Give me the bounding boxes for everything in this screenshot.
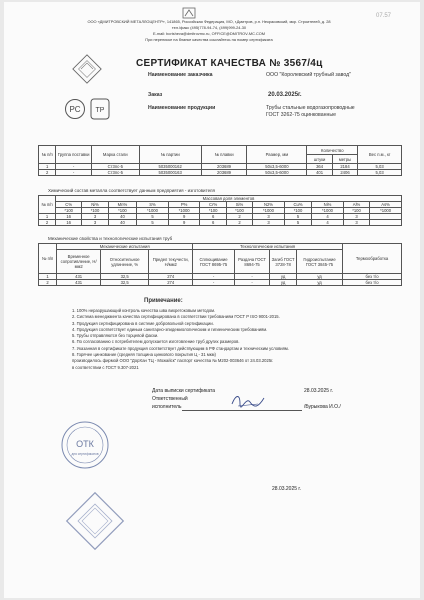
chem-mult: *100 — [56, 208, 82, 214]
company-logo-icon — [182, 7, 196, 19]
chem-mult: *1000 — [253, 208, 285, 214]
note-item: 7. Указанная в сертификате продукция соответствует действующим в РФ стандартам и техническим условиям. — [72, 345, 289, 351]
cell: 9 — [168, 214, 200, 220]
note-item: 5. Трубы отправляются без торцевой фаски. — [72, 333, 159, 339]
cell: 5 — [137, 214, 169, 220]
header-email: E-mail: borisheva@dmitrovmc.ru, OFFICE@DMITROV-MC.COM — [152, 31, 266, 36]
chem-mult: *100 — [226, 208, 252, 214]
cell: уд — [270, 280, 297, 286]
cell: 2 — [39, 220, 56, 226]
mech-col: Относительное удлинение, % — [101, 250, 149, 274]
note-item: в соответствии с ГОСТ 9.307-2021 — [72, 364, 139, 370]
col-weight: Вес п.м., кг — [358, 146, 402, 164]
cell: - — [193, 280, 235, 286]
resp-name: /Бурыкова И.О./ — [304, 404, 341, 410]
note-item: 3. Продукция сертифицирована в системе добровольной сертификации. — [72, 320, 214, 326]
tr-cert-logo — [90, 98, 110, 120]
cell: 2184 — [332, 164, 357, 170]
pc-cert-icon — [64, 98, 86, 120]
cell: 50х3,5-6000 — [247, 164, 307, 170]
chem-mult: *100 — [284, 208, 311, 214]
certificate-title: СЕРТИФИКАТ КАЧЕСТВА № 3567/4ц — [136, 58, 323, 69]
cell: 3 — [253, 214, 285, 220]
signature-icon — [228, 390, 268, 412]
chem-col: S% — [137, 202, 169, 208]
header-phone: тел./факс (495)778-94-74, (499)999-24-30 — [171, 25, 247, 30]
signature — [228, 390, 268, 412]
cell: - — [56, 170, 92, 176]
cell: уд — [270, 274, 297, 280]
pc-cert-text: PC — [69, 105, 81, 114]
cell: 50х3,5-6000 — [247, 170, 307, 176]
order-value: 20.03.2025г. — [268, 92, 302, 98]
cell: 5 — [137, 220, 169, 226]
cell: без т/о — [343, 274, 402, 280]
issue-date-label: Дата выписки сертификата — [152, 388, 216, 394]
cell: 274 — [149, 280, 193, 286]
diamond-logo-icon — [70, 52, 104, 86]
cell: 203689 — [201, 164, 247, 170]
cell: 2 — [39, 170, 56, 176]
col-qty: Количество — [307, 146, 358, 155]
cell: 203689 — [201, 170, 247, 176]
mech-col: Сплющивание ГОСТ 8695-75 — [193, 250, 235, 274]
cell: 16 — [56, 214, 82, 220]
mech-col: Гидроиспытание ГОСТ 3845-75 — [297, 250, 343, 274]
table-row — [39, 170, 402, 176]
col-size: Размер, мм — [247, 146, 307, 164]
cell: 4 — [312, 220, 344, 226]
cell: 3 — [253, 220, 285, 226]
mech-title: Механические свойства и технологические испытания труб — [48, 236, 173, 241]
chem-col: As% — [370, 202, 402, 208]
chem-sub: Массовая доля элементов — [56, 196, 402, 202]
mech-col-no: № п/п — [39, 244, 57, 274]
corner-mark: 07.57 — [376, 13, 392, 19]
otk-stamp — [60, 420, 110, 470]
chem-mult: *100 — [343, 208, 369, 214]
mech-group-tech: Технологические испытания — [193, 244, 343, 250]
note-item: 6. По согласованию с потребителем допускается изготовление труб других размеров. — [72, 339, 240, 345]
cell: 5 — [284, 220, 311, 226]
cell: - — [193, 274, 235, 280]
col-group: Группа поставки — [56, 146, 92, 164]
chem-col: Ni% — [82, 202, 108, 208]
cell: 9 — [168, 220, 200, 226]
cell: 2 — [226, 220, 252, 226]
notes-title: Примечание: — [144, 298, 183, 304]
cell: 3 — [82, 220, 108, 226]
note-item: 4. Продукция соответствует единым санитарно-эпидемиологическим и гигиеническим требованиям. — [72, 326, 268, 332]
chem-mult: *1000 — [312, 208, 344, 214]
col-no: № п/п — [39, 146, 56, 164]
note-item: производилось фирмой ООО "ДорХан ТЦ - Можайск" паспорт качества № М202-003646 от 24.03.2025г. — [72, 358, 274, 364]
table-row — [39, 220, 402, 226]
chem-mult: *1000 — [370, 208, 402, 214]
product-value-2: ГОСТ 3262-75 оцинкованные — [266, 112, 336, 118]
chem-col: C% — [56, 202, 82, 208]
footer-date: 28.03.2025 г. — [272, 486, 302, 492]
cell: уд — [297, 274, 343, 280]
table-row — [39, 280, 402, 286]
chem-col: P% — [168, 202, 200, 208]
chem-table — [38, 195, 402, 226]
cell: 401 — [307, 170, 332, 176]
otk-stamp-icon — [60, 420, 110, 470]
cell: без т/о — [343, 280, 402, 286]
cell: Ст3пс-5 — [91, 164, 139, 170]
chem-mult: *100 — [200, 208, 226, 214]
mech-col: Раздача ГОСТ 8694-75 — [234, 250, 269, 274]
col-melt: № плавки — [201, 146, 247, 164]
cell: 2 — [39, 280, 57, 286]
notes-list — [72, 308, 392, 371]
chem-col: Si% — [226, 202, 252, 208]
mech-group-mech: Механические испытания — [57, 244, 193, 250]
note-item: 8. Горячее цинкование (средняя толщина цинкового покрытия Ц - 31 мкм) — [72, 352, 216, 358]
cell: 2406 — [332, 170, 357, 176]
mech-col: Предел текучести, Н/мм2 — [149, 250, 193, 274]
cell: 3 — [82, 214, 108, 220]
pc-cert-logo — [64, 98, 86, 120]
chem-col: Mn% — [108, 202, 136, 208]
chem-col: Al% — [343, 202, 369, 208]
customer-label: Наименование заказчика — [148, 72, 213, 78]
cell: уд — [297, 280, 343, 286]
cell: 431 — [57, 274, 101, 280]
chem-mult: *1000 — [168, 208, 200, 214]
cell: 6 — [200, 214, 226, 220]
otk-text: ОТК — [76, 439, 94, 449]
cell: - — [234, 280, 269, 286]
cell: 2 — [226, 214, 252, 220]
main-table — [38, 145, 402, 176]
cell: 5,03 — [358, 170, 402, 176]
col-batch: № партии — [139, 146, 201, 164]
order-label: Заказ — [148, 92, 163, 98]
cell: 32,5 — [101, 280, 149, 286]
header-address: ООО «ДМИТРОВСКИЙ МЕТАЛЛОЦЕНТР», 141865, Российская Федерация, МО, г.Дмитров, р.п. Некрасовский, мкр. Строителей, д. 28 — [87, 19, 331, 24]
mech-col: Временное сопротивление, Н/мм2 — [57, 250, 101, 274]
cell: 16 — [56, 220, 82, 226]
note-item: 1. 100% неразрушающий контроль качества шва вихретоковым методом. — [72, 308, 216, 313]
certificate-page — [4, 2, 420, 598]
chem-mult: *1000 — [137, 208, 169, 214]
resp-label-2: исполнитель — [152, 404, 182, 410]
note-item: 2. Система менеджмента качества сертифицирована в соответствии требованиям ГОСТ Р ISO 9001-2015. — [72, 314, 280, 320]
chem-col: N2% — [253, 202, 285, 208]
col-qty-m: метры — [332, 155, 357, 164]
chem-title: Химический состав металла соответствует данным предприятия - изготовителя — [48, 188, 215, 193]
tr-cert-text: TP — [95, 107, 105, 114]
cell: 32,5 — [101, 274, 149, 280]
diamond-logo — [70, 52, 104, 86]
cell: 431 — [57, 280, 101, 286]
cell: 364 — [307, 164, 332, 170]
cell: 1 — [39, 214, 56, 220]
col-qty-pcs: штуки — [307, 155, 332, 164]
cell: Ст3пс-5 — [91, 170, 139, 176]
mech-col: Загиб ГОСТ 3728-78 — [270, 250, 297, 274]
chem-mult: *100 — [108, 208, 136, 214]
chem-col: Ni% — [312, 202, 344, 208]
watermark-logo-icon — [60, 486, 130, 556]
cell: 40 — [108, 220, 136, 226]
header-note: При переписке на бланке качества ссылайтесь на номер сертификата — [145, 37, 273, 42]
cell: 5,03 — [358, 164, 402, 170]
cell: 40 — [108, 214, 136, 220]
chem-col: Cr% — [200, 202, 226, 208]
cell: - — [234, 274, 269, 280]
cell: 5 — [284, 214, 311, 220]
cell: 5035000163 — [139, 170, 201, 176]
cell: 5035000162 — [139, 164, 201, 170]
cell: 1 — [39, 164, 56, 170]
company-logo — [182, 6, 196, 18]
chem-col: Cu% — [284, 202, 311, 208]
mech-table — [38, 243, 402, 286]
watermark-logo — [60, 486, 130, 556]
cell: 3 — [343, 220, 369, 226]
cell: 6 — [200, 220, 226, 226]
tr-cert-icon — [90, 98, 110, 120]
cell: 3 — [343, 214, 369, 220]
product-label: Наименование продукции — [148, 105, 216, 111]
customer-value: ООО "Королевский трубный завод" — [266, 72, 352, 78]
cell: - — [56, 164, 92, 170]
cell: 4 — [312, 214, 344, 220]
product-value-1: Трубы стальные водогазопроводные — [266, 105, 355, 111]
mech-col-heat: Термообработка — [343, 244, 402, 274]
chem-mult: *100 — [82, 208, 108, 214]
resp-label-1: Ответственный — [152, 396, 188, 402]
issue-date-value: 28.03.2025 г. — [304, 388, 334, 394]
cell: 1 — [39, 274, 57, 280]
cell: 274 — [149, 274, 193, 280]
col-steel: Марка стали — [91, 146, 139, 164]
cell — [370, 220, 402, 226]
chem-col-no: № п/п — [39, 196, 56, 214]
otk-line: для сертификатов — [71, 452, 99, 456]
